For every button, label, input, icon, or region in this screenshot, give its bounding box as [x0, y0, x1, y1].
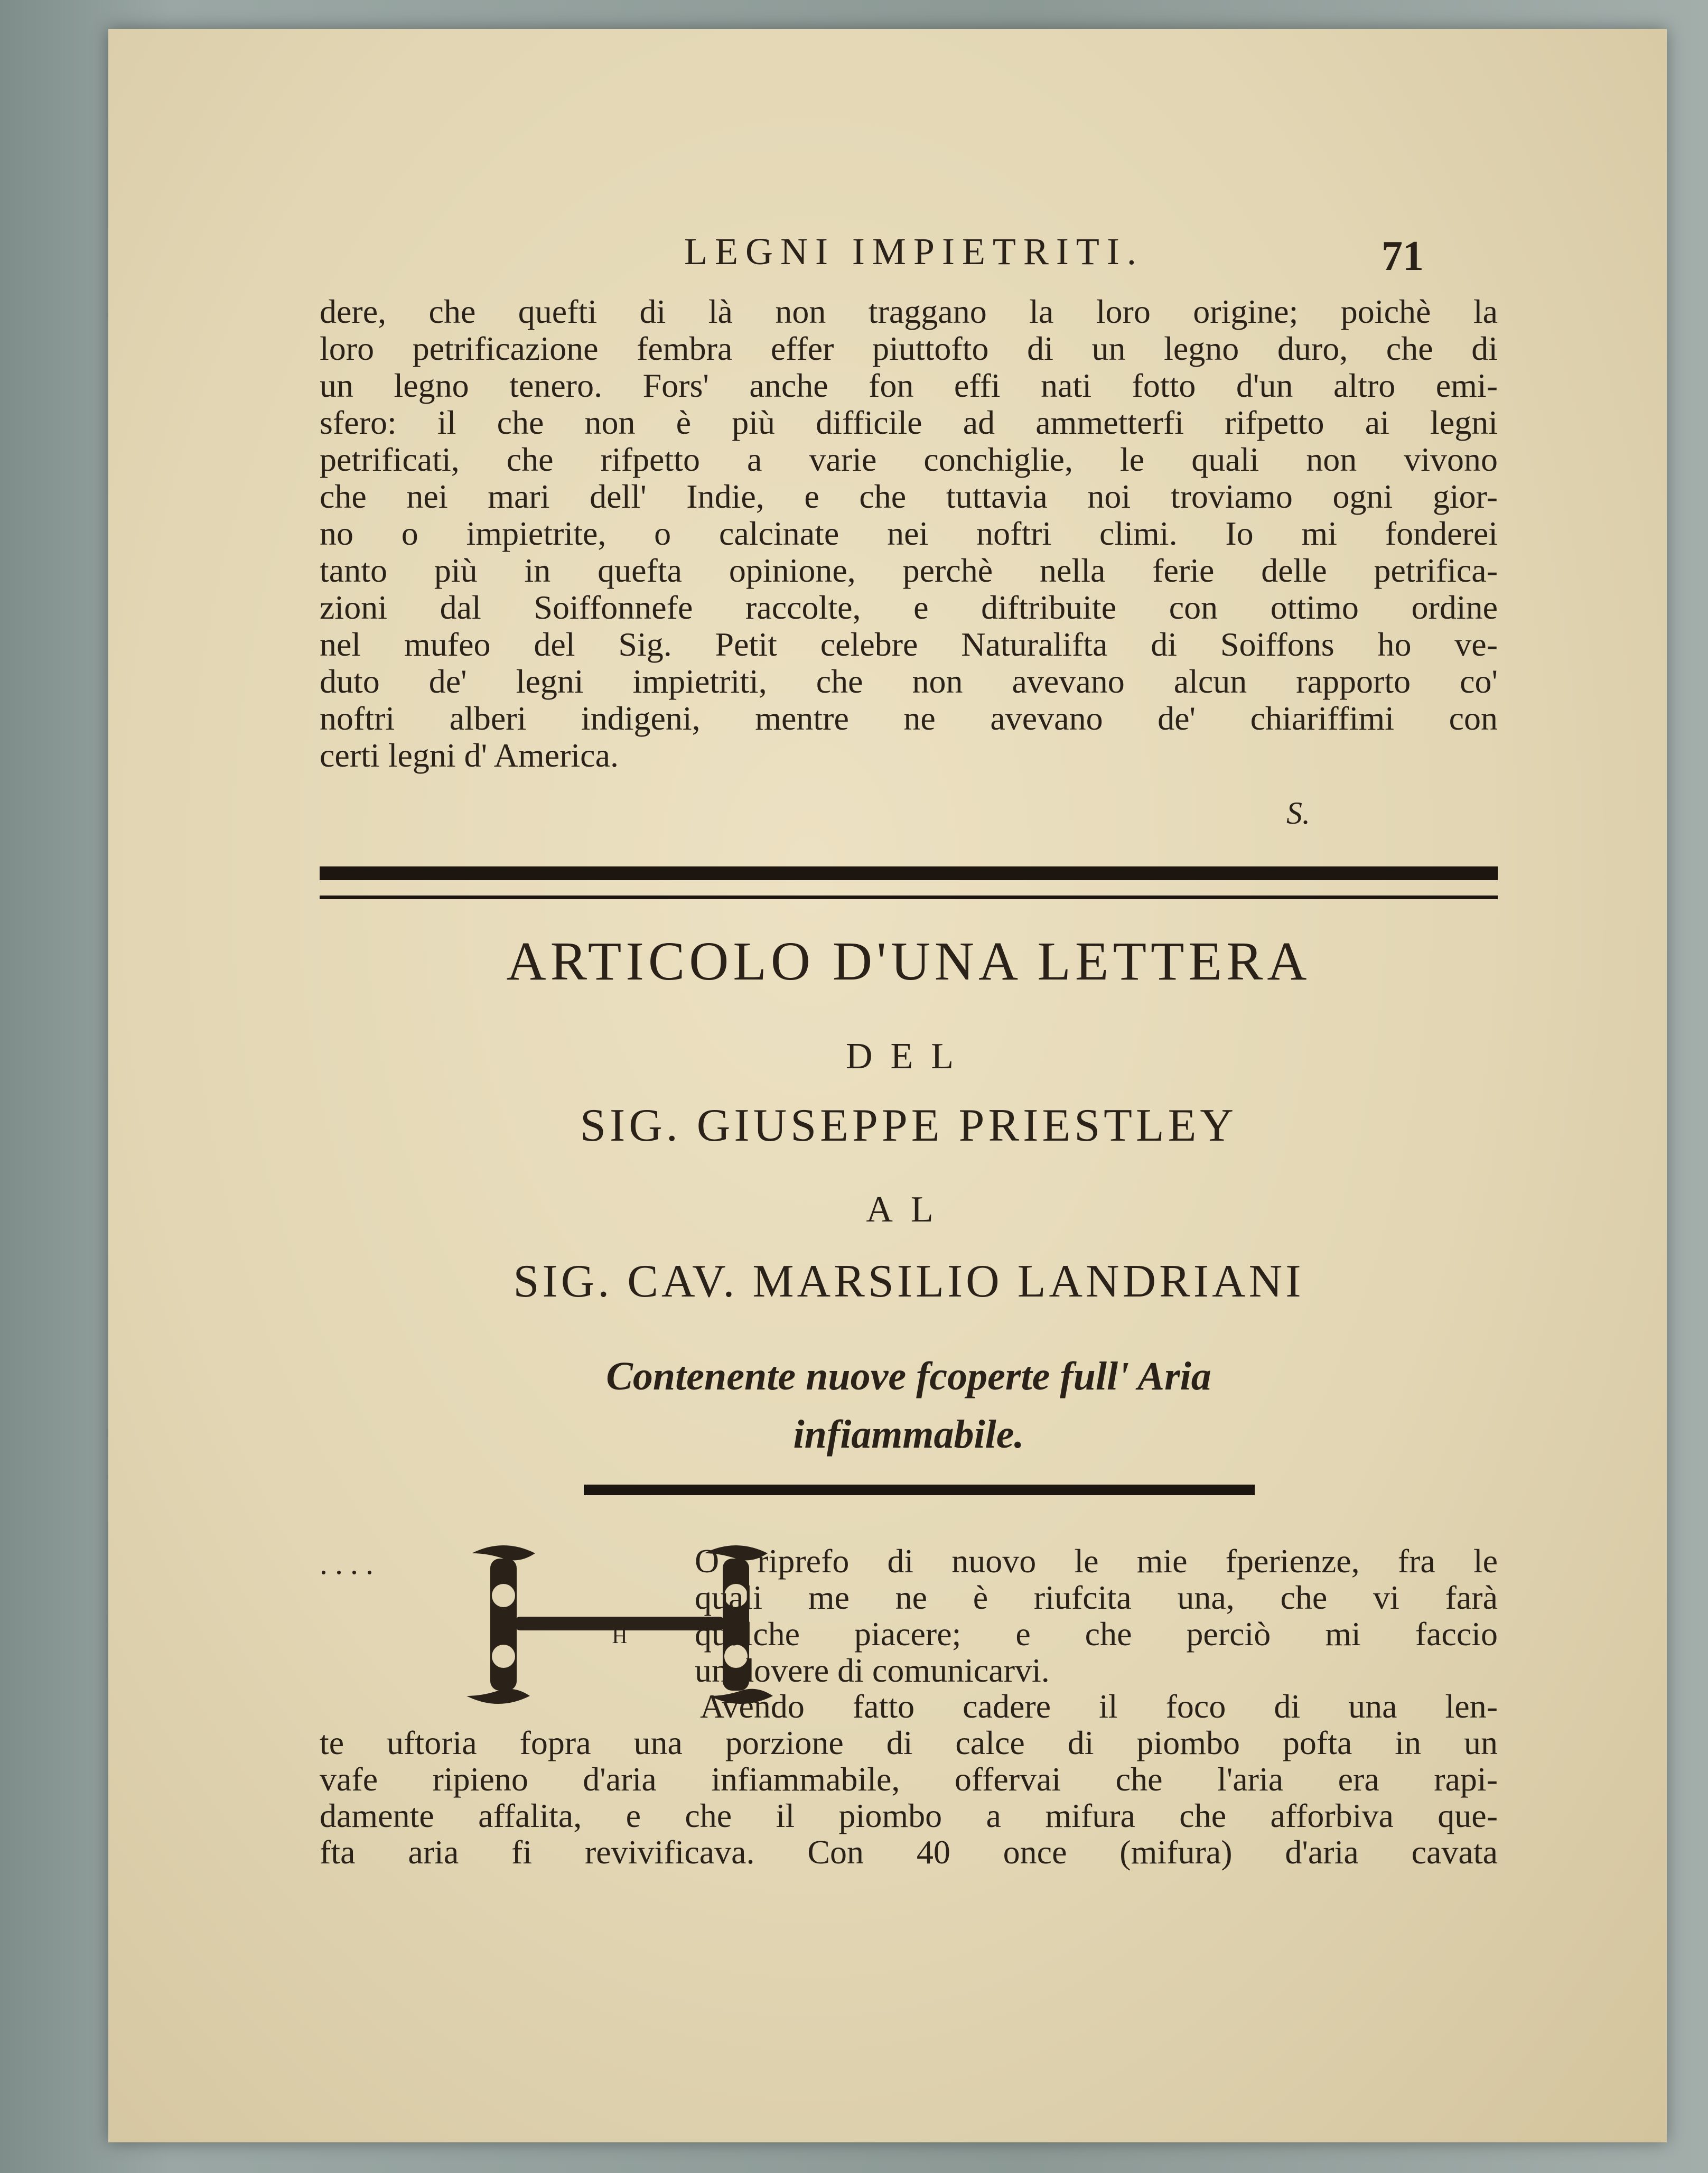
article-title: ARTICOLO D'UNA LETTERA [506, 931, 1311, 992]
text-line: quali me ne è riufcita una, che vi farà [695, 1579, 1498, 1616]
initial-letter: H [612, 1624, 628, 1648]
text-line: sfero: il che non è più difficile ad ammetterfi rifpetto ai legni [320, 404, 1498, 441]
author-line: SIG. GIUSEPPE PRIESTLEY [580, 1100, 1237, 1151]
text-line: te uftoria fopra una porzione di calce di piombo pofta in un [320, 1724, 1498, 1761]
text-line: che nei mari dell' Indie, e che tuttavia noi troviamo ogni gior- [320, 478, 1498, 515]
title-al: AL [866, 1189, 951, 1230]
text-line: un legno tenero. Fors' anche fon effi nati fotto d'un altro emi- [320, 367, 1498, 404]
text-line: nel mufeo del Sig. Petit celebre Naturalifta di Soiffons ho ve- [320, 626, 1498, 663]
text-line: loro petrificazione fembra effer piuttofto di un legno duro, che di [320, 330, 1498, 367]
text-line: no o impietrite, o calcinate nei noftri climi. Io mi fonderei [320, 515, 1498, 552]
text-line: damente affalita, e che il piombo a mifura che afforbiva que- [320, 1797, 1498, 1834]
thick-rule [320, 866, 1498, 880]
text-line: tanto più in quefta opinione, perchè nella ferie delle petrifica- [320, 552, 1498, 589]
text-line: qualche piacere; e che perciò mi faccio [695, 1615, 1498, 1653]
text-line: petrificati, che rifpetto a varie conchiglie, le quali non vivono [320, 441, 1498, 478]
thin-rule [320, 896, 1498, 899]
text-line: vafe ripieno d'aria infiammabile, offervai che l'aria era rapi- [320, 1760, 1498, 1798]
text-line: fta aria fi revivificava. Con 40 once (mifura) d'aria cavata [320, 1833, 1498, 1871]
recipient-line: SIG. CAV. MARSILIO LANDRIANI [513, 1256, 1304, 1307]
book-page [108, 29, 1667, 2142]
title-del: DEL [845, 1036, 972, 1077]
subtitle [320, 1347, 1498, 1463]
text-line: duto de' legni impietriti, che non avevano alcun rapporto co' [320, 663, 1498, 700]
page-number: 71 [1382, 233, 1424, 279]
text-line: Avendo fatto cadere il foco di una len- [700, 1687, 1498, 1725]
text-line: un dovere di comunicarvi. [695, 1652, 1050, 1689]
running-head: LEGNI IMPIETRITI. [684, 230, 1144, 273]
signature: S. [1286, 796, 1310, 831]
text-line: O riprefo di nuovo le mie fperienze, fra le [695, 1542, 1498, 1580]
letter-body [320, 1688, 1498, 1870]
first-article-text [320, 293, 1498, 774]
subtitle-line: Contenente nuove fcoperte full' Aria [606, 1354, 1211, 1398]
ornament-rule [584, 1485, 1255, 1495]
ellipsis: .... [320, 1546, 381, 1581]
letter-opening [695, 1543, 1498, 1689]
text-line: certi legni d' America. [320, 736, 619, 774]
text-line: noftri alberi indigeni, mentre ne avevano de' chiariffimi con [320, 700, 1498, 737]
subtitle-line: infiammabile. [793, 1412, 1024, 1457]
text-line: zioni dal Soiffonnefe raccolte, e diftribuite con ottimo ordine [320, 589, 1498, 626]
text-line: dere, che quefti di là non traggano la loro origine; poichè la [320, 293, 1498, 330]
